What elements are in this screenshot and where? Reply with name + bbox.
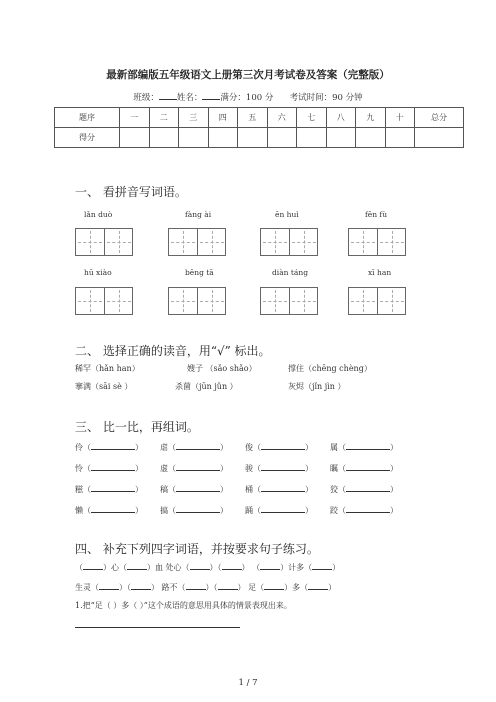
idiom-line-2: 生灵（ ）（ ） 路不（ ）（ ） 足（ ）多（ ） [75, 583, 337, 592]
score-header-cell: 九 [356, 108, 386, 128]
score-cell[interactable] [385, 128, 415, 148]
score-cell[interactable] [356, 128, 386, 148]
reading-choice[interactable]: 撑住（chēng chèng） [288, 364, 372, 373]
answer-blank[interactable] [261, 441, 305, 450]
pinyin-label: ēn huì [275, 210, 299, 219]
compare-item: 稿（ ） [160, 485, 228, 494]
compare-item: 骏（ ） [245, 464, 313, 473]
compare-item: 俊（ ） [245, 443, 313, 452]
compare-item: 属（ ） [330, 443, 398, 452]
name-blank [202, 91, 220, 100]
writing-grid[interactable] [75, 228, 133, 256]
answer-blank[interactable] [99, 581, 119, 590]
writing-grid[interactable] [75, 287, 133, 315]
answer-blank[interactable] [91, 504, 135, 513]
score-header-cell: 七 [297, 108, 327, 128]
score-cell[interactable] [238, 128, 268, 148]
answer-blank[interactable] [91, 441, 135, 450]
compare-item: 瞩（ ） [330, 464, 398, 473]
compare-item: 搞（ ） [160, 506, 228, 515]
score-cell[interactable] [326, 128, 356, 148]
score-header-cell: 总分 [415, 108, 464, 128]
score-cell[interactable] [297, 128, 327, 148]
section-1-heading: 一、 看拼音写词语。 [75, 185, 187, 199]
score-value-row [55, 128, 464, 148]
answer-blank[interactable] [261, 462, 305, 471]
answer-blank[interactable] [346, 462, 390, 471]
answer-blank[interactable] [260, 561, 280, 570]
reading-choice[interactable]: 稀罕（hǎn han） [75, 364, 140, 373]
answer-blank[interactable] [131, 581, 151, 590]
answer-blank[interactable] [190, 561, 210, 570]
compare-item: 怜（ ） [75, 464, 143, 473]
answer-blank[interactable] [176, 462, 220, 471]
page-number: 1 / 7 [238, 678, 258, 688]
pinyin-label: hū xiào [84, 268, 112, 277]
compare-item: 狡（ ） [330, 485, 398, 494]
answer-blank[interactable] [312, 561, 332, 570]
reading-choice[interactable]: 灰烬（jǐn jìn ） [288, 382, 346, 391]
answer-blank[interactable] [346, 483, 390, 492]
compare-item: 跤（ ） [330, 506, 398, 515]
writing-grid[interactable] [260, 228, 318, 256]
class-blank [159, 91, 177, 100]
page-title: 最新部编版五年级语文上册第三次月考试卷及答案（完整版） [106, 69, 390, 81]
answer-blank[interactable] [261, 483, 305, 492]
score-header-cell: 八 [326, 108, 356, 128]
answer-blank[interactable] [91, 483, 135, 492]
answer-blank[interactable] [186, 581, 206, 590]
score-header-cell: 四 [208, 108, 238, 128]
exam-info [0, 91, 496, 103]
time-label: 考试时间：90 分钟 [289, 93, 363, 103]
answer-blank[interactable] [127, 561, 147, 570]
writing-grid[interactable] [260, 287, 318, 315]
question-1: 1.把“足（ ）多（ ）”这个成语的意思用具体的情景表现出来。 [75, 601, 292, 610]
pinyin-label: diàn táng [272, 268, 309, 277]
pinyin-label: fàng ài [185, 210, 212, 219]
score-header-cell: 题序 [55, 108, 120, 128]
section-4-heading: 四、 补充下列四字词语，并按要求句子练习。 [75, 542, 319, 556]
reading-choice[interactable]: 搴满（sāi sè ） [75, 382, 133, 391]
answer-blank[interactable] [218, 581, 238, 590]
pinyin-label: fēn fù [365, 210, 388, 219]
score-label: 满分：100 分 [220, 93, 274, 103]
idiom-line-1: （ ）心（ ）血 处心（ ）（ ） （ ）计多（ ） [75, 563, 341, 572]
reading-choice[interactable]: 嫂子 （sǎo shǎo） [187, 364, 257, 373]
compare-item: 虐（ ） [160, 443, 228, 452]
answer-blank[interactable] [91, 462, 135, 471]
answer-blank[interactable] [264, 581, 284, 590]
score-header-row [55, 108, 464, 128]
score-cell[interactable] [120, 128, 150, 148]
compare-item: 桶（ ） [245, 485, 313, 494]
compare-item: 糍（ ） [75, 485, 143, 494]
answer-blank[interactable] [346, 504, 390, 513]
section-3-heading: 三、 比一比，再组词。 [75, 420, 199, 434]
name-label: 姓名： [176, 93, 203, 103]
answer-blank[interactable] [176, 504, 220, 513]
score-header-cell: 二 [149, 108, 179, 128]
score-cell[interactable] [208, 128, 238, 148]
score-row-label: 得分 [55, 128, 120, 148]
compare-item: 伶（ ） [75, 443, 143, 452]
score-cell[interactable] [415, 128, 464, 148]
pinyin-label: bēng tā [185, 268, 214, 277]
answer-blank[interactable] [222, 561, 242, 570]
score-cell[interactable] [267, 128, 297, 148]
pinyin-label: lǎn duò [84, 210, 113, 219]
score-header-cell: 三 [179, 108, 209, 128]
compare-item: 懒（ ） [75, 506, 143, 515]
writing-grid[interactable] [168, 287, 226, 315]
answer-blank[interactable] [83, 561, 103, 570]
score-cell[interactable] [179, 128, 209, 148]
compare-item: 虚（ ） [160, 464, 228, 473]
writing-grid[interactable] [168, 228, 226, 256]
answer-blank[interactable] [346, 441, 390, 450]
answer-blank[interactable] [308, 581, 328, 590]
score-header-cell: 一 [120, 108, 150, 128]
section-2-heading: 二、 选择正确的读音，用“√” 标出。 [75, 344, 271, 358]
score-header-cell: 五 [238, 108, 268, 128]
pinyin-label: xī han [368, 268, 392, 277]
score-header-cell: 十 [385, 108, 415, 128]
reading-choice[interactable]: 杀菌（jūn jǔn ） [175, 382, 238, 391]
score-table [54, 107, 464, 148]
writing-grid[interactable] [348, 228, 406, 256]
compare-item: 踊（ ） [245, 506, 313, 515]
score-cell[interactable] [149, 128, 179, 148]
writing-grid[interactable] [348, 287, 406, 315]
answer-blank[interactable] [261, 504, 305, 513]
score-header-cell: 六 [267, 108, 297, 128]
answer-blank[interactable] [176, 483, 220, 492]
answer-blank[interactable] [176, 441, 220, 450]
answer-line[interactable] [75, 627, 240, 628]
class-label: 班级： [133, 93, 159, 103]
